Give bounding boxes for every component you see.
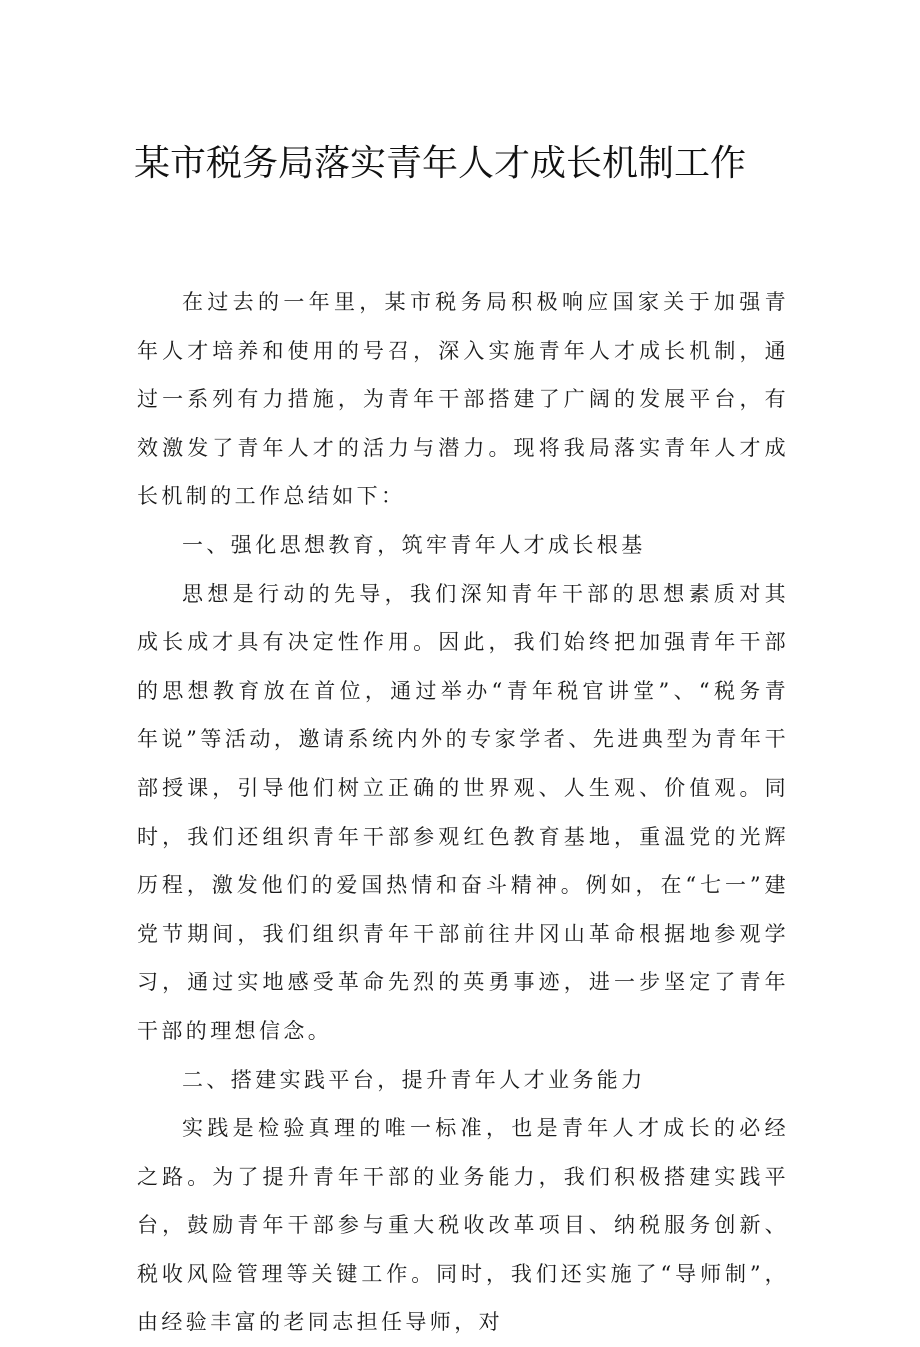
section-2-paragraph: 实践是检验真理的唯一标准，也是青年人才成长的必经之路。为了提升青年干部的业务能力，我们积极搭建实践平台，鼓励青年干部参与重大税收改革项目、纳税服务创新、税收风险管理等关键工作。同时，我们还实施了“导师制”，由经验丰富的老同志担任导师，对 — [137, 1116, 789, 1335]
intro-paragraph: 在过去的一年里，某市税务局积极响应国家关于加强青年人才培养和使用的号召，深入实施青年人才成长机制，通过一系列有力措施，为青年干部搭建了广阔的发展平台，有效激发了青年人才的活力与潜力。现将我局落实青年人才成长机制的工作总结如下： — [137, 290, 789, 509]
section-1-paragraph: 思想是行动的先导，我们深知青年干部的思想素质对其成长成才具有决定性作用。因此，我们始终把加强青年干部的思想教育放在首位，通过举办“青年税官讲堂”、“税务青年说”等活动，邀请系统内外的专家学者、先进典型为青年干部授课，引导他们树立正确的世界观、人生观、价值观。同时，我们还组织青年干部参观红色教育基地，重温党的光辉历程，激发他们的爱国热情和奋斗精神。例如，在“七一”建党节期间，我们组织青年干部前往井冈山革命根据地参观学习，通过实地感受革命先烈的英勇事迹，进一步坚定了青年干部的理想信念。 — [137, 581, 789, 1043]
document-body — [137, 278, 789, 1347]
section-heading-1: 一、强化思想教育，筑牢青年人才成长根基 — [182, 532, 646, 557]
section-heading-2: 二、搭建实践平台，提升青年人才业务能力 — [182, 1067, 646, 1092]
document-title: 某市税务局落实青年人才成长机制工作 — [134, 143, 747, 184]
